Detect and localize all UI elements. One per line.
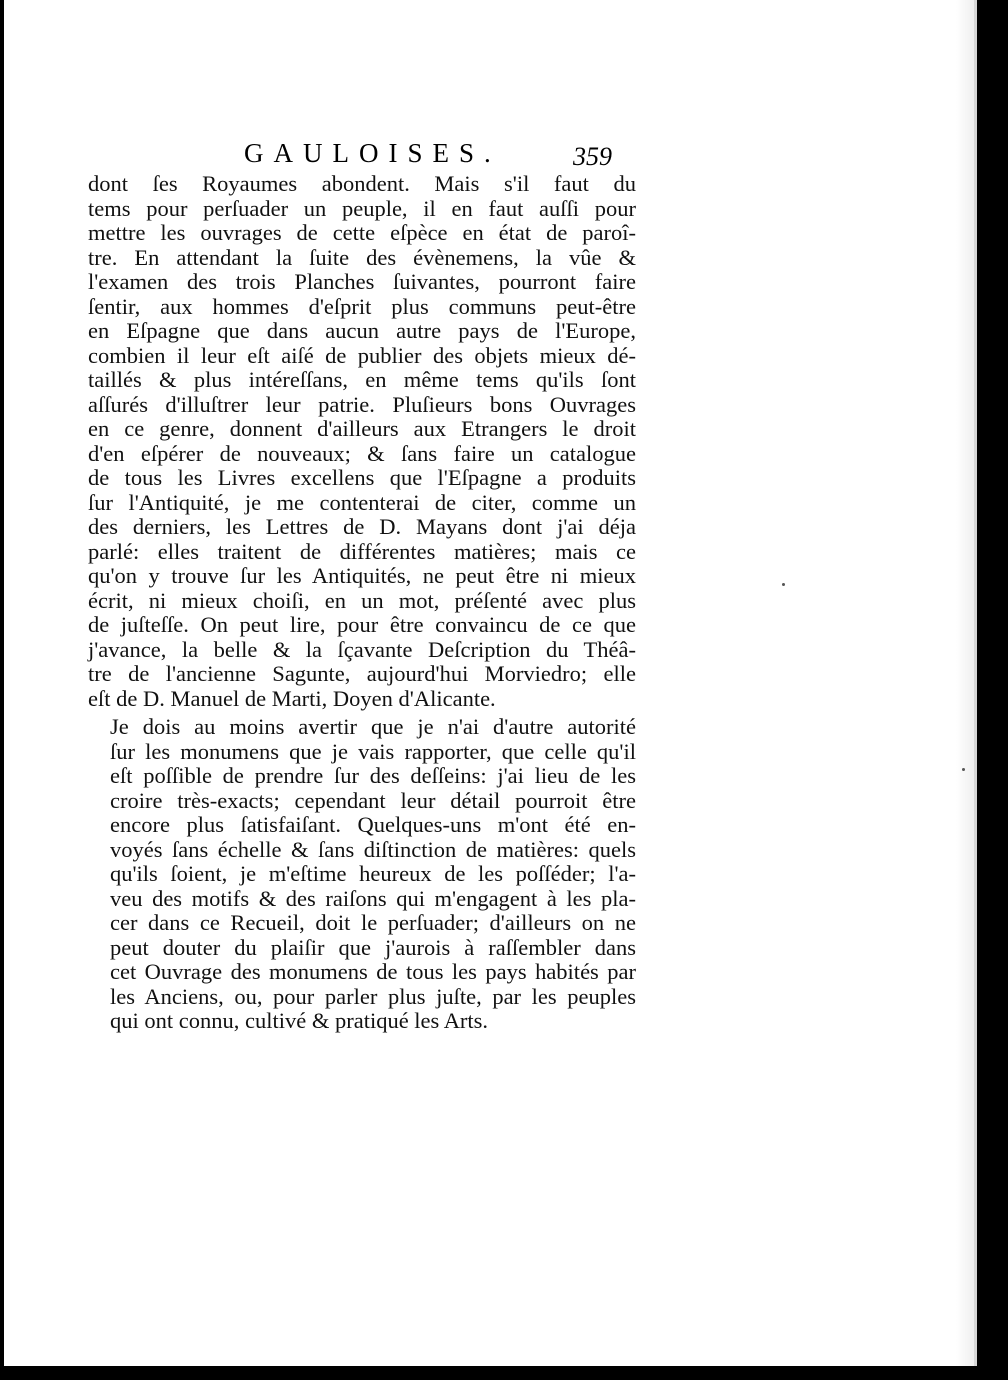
text-line: des derniers, les Lettres de D. Mayans dont j'ai déja: [88, 514, 636, 539]
text-line: en ce genre, donnent d'ailleurs aux Etrangers le droit: [88, 416, 636, 441]
text-line: les Anciens, ou, pour parler plus juſte, par les peuples: [110, 983, 636, 1009]
text-line: eſt poſſible de prendre ſur des deſſeins: j'ai lieu de les: [110, 763, 636, 788]
text-line: voyés ſans échelle & ſans diſtinction de matières: quels: [110, 836, 636, 862]
text-line: de tous les Livres excellens que l'Eſpagne a produits: [88, 465, 636, 490]
text-line: mettre les ouvrages de cette eſpèce en état de paroî-: [88, 220, 636, 245]
body-text: [88, 172, 636, 1034]
text-line: en Eſpagne que dans aucun autre pays de l'Europe,: [88, 318, 636, 343]
paper-speck: [782, 583, 785, 586]
text-line: aſſurés d'illuſtrer leur patrie. Pluſieurs bons Ouvrages: [88, 391, 636, 417]
text-line: peut douter du plaiſir que j'aurois à raſſembler dans: [110, 934, 636, 960]
text-line: de juſteſſe. On peut lire, pour être convaincu de ce que: [88, 612, 636, 637]
text-line: encore plus ſatisfaiſant. Quelques-uns m'ont été en-: [110, 812, 636, 837]
text-line: croire très-exacts; cependant leur détail pourroit être: [110, 787, 636, 813]
text-line: dont ſes Royaumes abondent. Mais s'il faut du: [88, 171, 636, 196]
text-line: tre de l'ancienne Sagunte, aujourd'hui Morviedro; elle: [88, 661, 636, 686]
text-line: veu des motifs & des raiſons qui m'engagent à les pla-: [110, 885, 636, 911]
text-line: cet Ouvrage des monumens de tous les pays habités par: [110, 959, 636, 984]
text-line: cer dans ce Recueil, doit le perſuader; d'ailleurs on ne: [110, 910, 636, 935]
text-line: qu'on y trouve ſur les Antiquités, ne peut être ni mieux: [88, 563, 636, 588]
paragraph-1: [88, 172, 636, 711]
text-line: j'avance, la belle & la ſçavante Deſcription du Théâ-: [88, 636, 636, 662]
text-line: parlé: elles traitent de différentes matières; mais ce: [88, 538, 636, 564]
text-line: ſur l'Antiquité, je me contenterai de citer, comme un: [88, 489, 636, 515]
text-line: combien il leur eſt aiſé de publier des objets mieux dé-: [88, 342, 636, 368]
text-line: ſur les monumens que je vais rapporter, que celle qu'il: [110, 738, 636, 764]
text-line: taillés & plus intéreſſans, en même tems qu'ils ſont: [88, 367, 636, 392]
page-number: 359: [573, 142, 612, 171]
text-line: Je dois au moins avertir que je n'ai d'autre autorité: [110, 714, 636, 739]
paper-speck: [962, 768, 965, 771]
text-line: d'en eſpérer de nouveaux; & ſans faire un catalogue: [88, 440, 636, 466]
page-edge-shadow: [956, 0, 974, 1366]
book-page: [4, 0, 977, 1366]
text-line: qui ont connu, cultivé & pratiqué les Arts.: [110, 1008, 489, 1033]
text-line: écrit, ni mieux choiſi, en un mot, préſenté avec plus: [88, 587, 636, 613]
running-title: GAULOISES.: [244, 138, 501, 168]
text-line: tems pour perſuader un peuple, il en faut auſſi pour: [88, 195, 636, 221]
text-line: eſt de D. Manuel de Marti, Doyen d'Alicante.: [88, 685, 496, 711]
text-line: ſentir, aux hommes d'eſprit plus communs peut-être: [88, 293, 636, 319]
text-line: l'examen des trois Planches ſuivantes, pourront faire: [88, 269, 636, 294]
paragraph-2: [88, 715, 636, 1034]
text-line: tre. En attendant la ſuite des évènemens, la vûe &: [88, 244, 636, 270]
text-line: qu'ils ſoient, je m'eſtime heureux de les poſſéder; l'a-: [110, 861, 636, 886]
